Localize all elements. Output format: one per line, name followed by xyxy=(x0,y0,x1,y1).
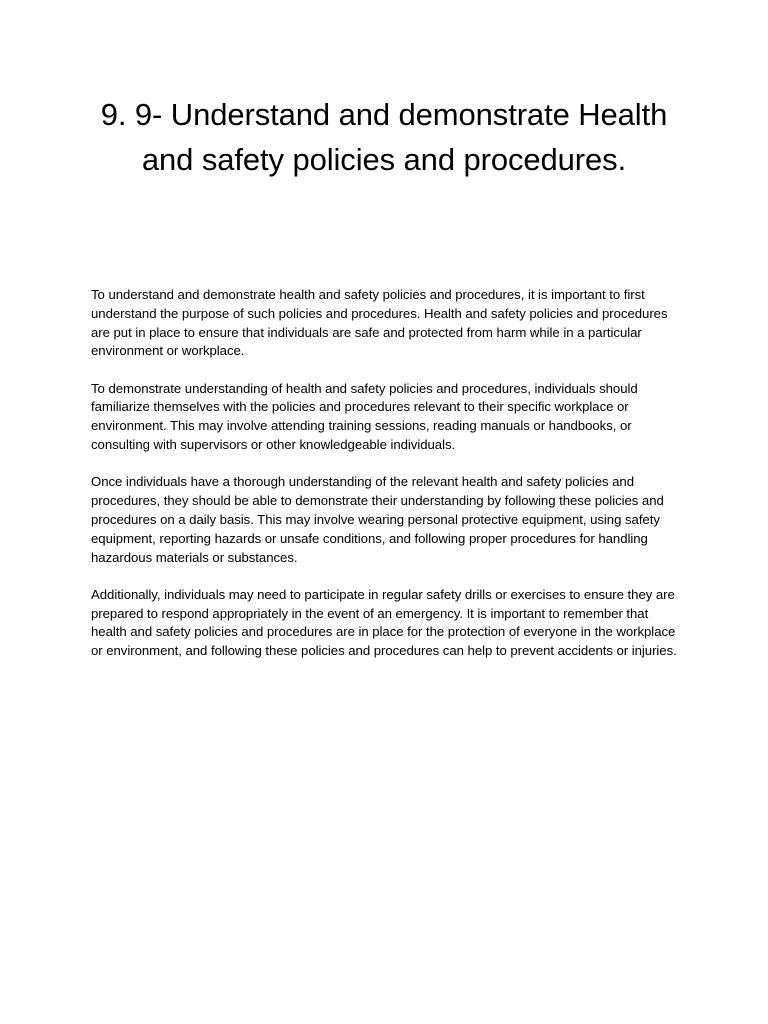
document-body xyxy=(91,286,681,680)
paragraph-daily-practice: Once individuals have a thorough understanding of the relevant health and safety policies and procedures, they should be able to demonstrate their understanding by following these policies and procedures on a daily basis. This may involve wearing personal protective equipment, using safety equipment, reporting hazards or unsafe conditions, and following proper procedures for handling hazardous materials or substances. xyxy=(91,474,664,565)
document-title: 9. 9- Understand and demonstrate Health and safety policies and procedures. xyxy=(100,97,668,177)
paragraph-purpose: To understand and demonstrate health and safety policies and procedures, it is important to first understand the purpose of such policies and procedures. Health and safety policies and procedures are put in place to ensure that individuals are safe and protected from harm while in a particular environment or workplace. xyxy=(91,287,668,359)
paragraph-safety-drills: Additionally, individuals may need to participate in regular safety drills or exercises to ensure they are prepared to respond appropriately in the event of an emergency. It is important to remember that health and safety policies and procedures are in place for the protection of everyone in the workplace or environment, and following these policies and procedures can help to prevent accidents or injuries. xyxy=(91,586,677,659)
paragraph-familiarize: To demonstrate understanding of health and safety policies and procedures, individuals should familiarize themselves with the policies and procedures relevant to their specific workplace or environment. This may involve attending training sessions, reading manuals or handbooks, or consulting with supervisors or other knowledgeable individuals. xyxy=(91,380,638,453)
